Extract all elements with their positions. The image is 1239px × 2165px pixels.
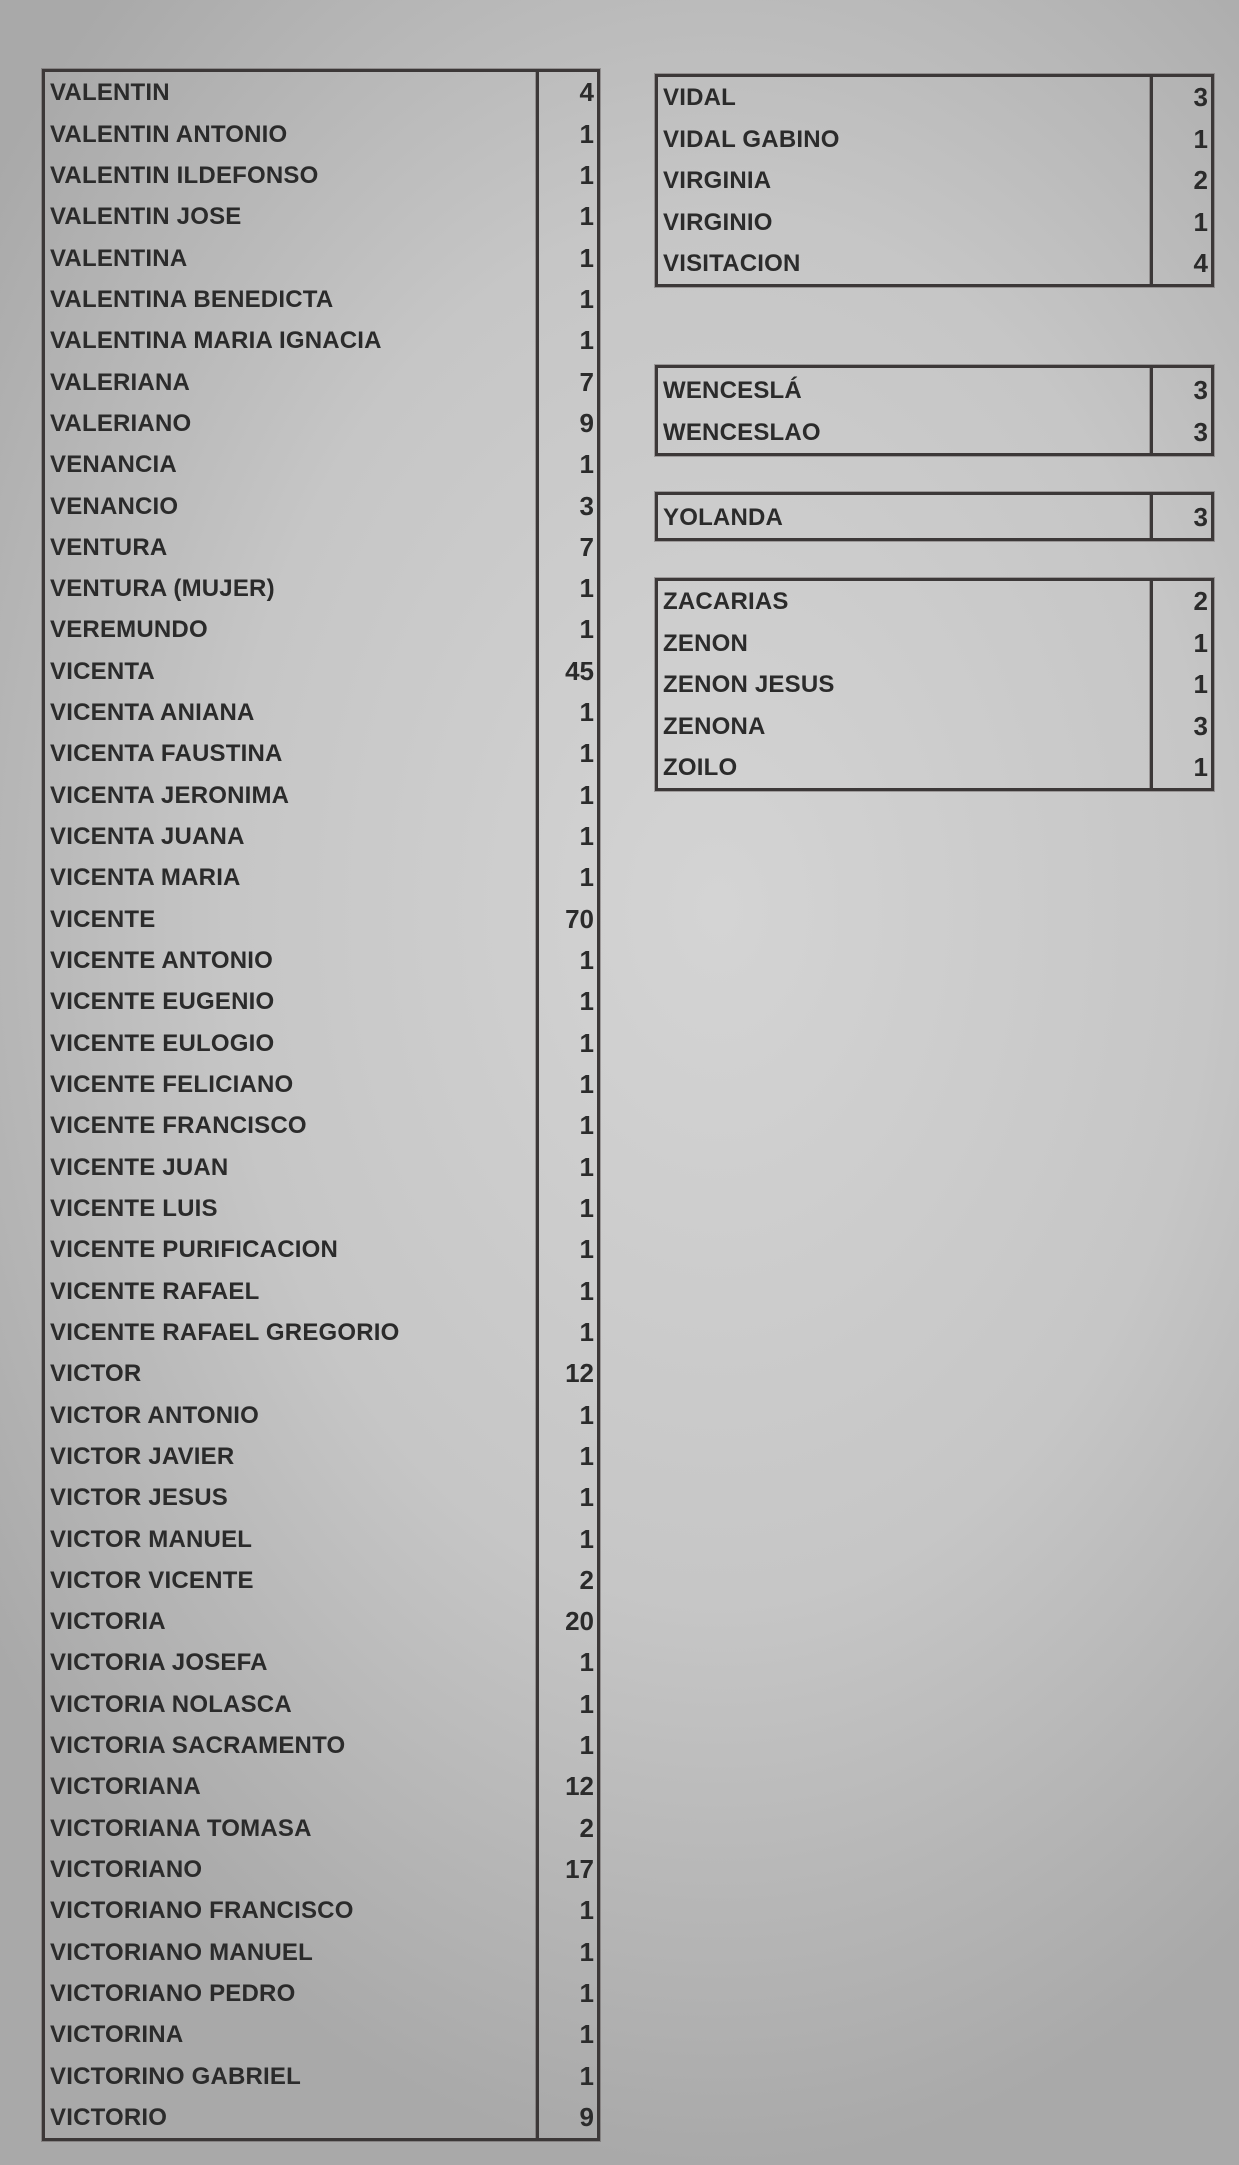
name-cell: VICTOR JESUS <box>50 1484 229 1512</box>
count-cell: 1 <box>1193 206 1208 237</box>
table-row <box>45 1560 597 1601</box>
name-cell: VIDAL <box>663 84 736 112</box>
count-cell: 1 <box>579 2060 594 2091</box>
table-row <box>658 705 1211 746</box>
name-cell: VALENTINA <box>50 244 188 272</box>
name-cell: VIDAL GABINO <box>663 125 840 153</box>
name-cell: VICTORIANA TOMASA <box>50 1814 312 1842</box>
name-cell: VICENTE FELICIANO <box>50 1070 294 1098</box>
count-cell: 1 <box>1193 627 1208 658</box>
name-cell: VICTORIANO PEDRO <box>50 1980 296 2008</box>
name-cell: VICENTE RAFAEL <box>50 1277 260 1305</box>
count-cell: 1 <box>579 1151 594 1182</box>
name-cell: YOLANDA <box>663 504 784 531</box>
name-cell: VEREMUNDO <box>50 616 208 644</box>
name-cell: VICTORIA SACRAMENTO <box>50 1732 346 1760</box>
count-cell: 1 <box>579 201 594 232</box>
table-row <box>45 1683 597 1724</box>
table-row <box>45 1477 597 1518</box>
count-cell: 70 <box>565 903 594 934</box>
table-row <box>45 1436 597 1477</box>
count-cell: 1 <box>579 1027 594 1058</box>
name-cell: VICTORIANO <box>50 1856 203 1884</box>
table-row <box>658 201 1211 242</box>
table-row <box>45 692 597 733</box>
table-row <box>45 196 597 237</box>
table-row <box>45 1973 597 2014</box>
table-row <box>658 411 1211 454</box>
name-cell: WENCESLÁ <box>663 376 802 404</box>
count-cell: 9 <box>579 407 594 438</box>
table-row <box>658 243 1211 284</box>
table-row <box>45 650 597 691</box>
table-row <box>45 1725 597 1766</box>
name-cell: VICENTE EULOGIO <box>50 1029 275 1057</box>
count-cell: 1 <box>1193 669 1208 700</box>
table-row <box>45 609 597 650</box>
table-row <box>45 1807 597 1848</box>
name-cell: VENANCIA <box>50 451 177 479</box>
count-cell: 1 <box>579 614 594 645</box>
count-cell: 1 <box>579 1110 594 1141</box>
count-cell: 1 <box>579 325 594 356</box>
name-cell: VICTOR ANTONIO <box>50 1401 260 1429</box>
name-cell: VICENTE <box>50 905 156 933</box>
name-cell: WENCESLAO <box>663 419 821 446</box>
count-cell: 1 <box>579 1647 594 1678</box>
name-cell: VICENTE ANTONIO <box>50 947 274 975</box>
name-cell: VALENTINA MARIA IGNACIA <box>50 327 382 355</box>
name-cell: VICTOR MANUEL <box>50 1525 253 1553</box>
table-row <box>45 1849 597 1890</box>
table-row <box>45 1022 597 1063</box>
table-row <box>45 2055 597 2096</box>
count-cell: 1 <box>579 1895 594 1926</box>
name-cell: VICTORIA NOLASCA <box>50 1690 292 1718</box>
table-row <box>45 527 597 568</box>
name-cell: VICENTA MARIA <box>50 864 241 892</box>
count-cell: 1 <box>579 1234 594 1265</box>
name-cell: VALENTIN ILDEFONSO <box>50 161 319 189</box>
name-cell: VICENTA <box>50 657 155 685</box>
count-cell: 20 <box>565 1606 594 1637</box>
table-row <box>658 664 1211 705</box>
name-cell: VICTORIA <box>50 1608 166 1636</box>
table-row <box>45 1518 597 1559</box>
count-cell: 4 <box>1193 247 1208 278</box>
name-cell: VICENTE EUGENIO <box>50 988 275 1016</box>
name-cell: VICENTE PURIFICACION <box>50 1236 339 1264</box>
count-cell: 1 <box>579 159 594 190</box>
table-row <box>45 2097 597 2138</box>
count-cell: 1 <box>579 1688 594 1719</box>
name-cell: VENTURA (MUJER) <box>50 575 275 603</box>
count-cell: 1 <box>579 449 594 480</box>
table-row <box>658 160 1211 201</box>
count-cell: 4 <box>579 77 594 108</box>
table-row <box>45 898 597 939</box>
name-cell: VICTORIA JOSEFA <box>50 1649 268 1677</box>
table-row <box>45 279 597 320</box>
table-row <box>45 940 597 981</box>
count-cell: 1 <box>579 779 594 810</box>
table-row <box>45 361 597 402</box>
name-cell: ZENON JESUS <box>663 671 835 699</box>
table-row <box>45 1146 597 1187</box>
table-row <box>658 747 1211 788</box>
table-row <box>45 1601 597 1642</box>
table-row <box>45 320 597 361</box>
count-cell: 1 <box>579 945 594 976</box>
name-cell: VICTORINA <box>50 2021 184 2049</box>
count-cell: 7 <box>579 366 594 397</box>
name-cell: VICENTE RAFAEL GREGORIO <box>50 1318 400 1346</box>
table-row <box>45 1394 597 1435</box>
count-cell: 3 <box>579 490 594 521</box>
name-cell: ZENON <box>663 629 748 657</box>
count-cell: 3 <box>1193 502 1208 532</box>
name-cell: VIRGINIO <box>663 208 773 236</box>
name-cell: VALENTIN <box>50 79 170 107</box>
count-cell: 3 <box>1193 374 1208 405</box>
name-cell: VICTORIO <box>50 2103 168 2131</box>
table-row <box>45 857 597 898</box>
count-cell: 12 <box>565 1358 594 1389</box>
name-cell: VICENTA JERONIMA <box>50 781 290 809</box>
count-cell: 1 <box>579 986 594 1017</box>
name-cell: VENTURA <box>50 533 168 561</box>
name-cell: VICTORIANA <box>50 1773 201 1801</box>
table-row <box>45 1766 597 1807</box>
count-cell: 1 <box>1193 751 1208 782</box>
name-cell: VENANCIO <box>50 492 179 520</box>
name-cell: VALENTIN ANTONIO <box>50 120 288 148</box>
count-cell: 1 <box>579 1399 594 1430</box>
count-cell: 1 <box>579 2019 594 2050</box>
count-cell: 1 <box>579 1730 594 1761</box>
name-cell: VICTOR <box>50 1360 142 1388</box>
table-row <box>45 733 597 774</box>
name-cell: ZENONA <box>663 712 766 740</box>
count-cell: 2 <box>579 1812 594 1843</box>
table-row <box>45 444 597 485</box>
table-row <box>658 118 1211 159</box>
table-row <box>45 1229 597 1270</box>
count-cell: 1 <box>1193 123 1208 154</box>
count-cell: 3 <box>1193 82 1208 113</box>
names-table-y <box>655 492 1214 541</box>
name-cell: ZOILO <box>663 753 738 781</box>
count-cell: 1 <box>579 821 594 852</box>
table-row <box>45 1188 597 1229</box>
count-cell: 2 <box>1193 165 1208 196</box>
table-row <box>658 495 1211 538</box>
name-cell: VALERIANA <box>50 368 191 396</box>
table-row <box>45 1105 597 1146</box>
table-row <box>45 1064 597 1105</box>
name-cell: VALENTIN JOSE <box>50 203 242 231</box>
names-table-v <box>42 69 600 2141</box>
name-cell: ZACARIAS <box>663 588 789 616</box>
table-row <box>658 77 1211 118</box>
name-cell: VICTORINO GABRIEL <box>50 2062 301 2090</box>
table-row <box>45 1270 597 1311</box>
count-cell: 1 <box>579 1978 594 2009</box>
table-row <box>45 774 597 815</box>
table-row <box>45 568 597 609</box>
table-row <box>45 2014 597 2055</box>
table-row <box>658 581 1211 622</box>
table-row <box>45 485 597 526</box>
name-cell: VICTORIANO MANUEL <box>50 1938 313 1966</box>
count-cell: 1 <box>579 283 594 314</box>
names-table-w <box>655 365 1214 456</box>
table-row <box>45 1890 597 1931</box>
count-cell: 1 <box>579 738 594 769</box>
table-row <box>658 622 1211 663</box>
name-cell: VICENTA FAUSTINA <box>50 740 283 768</box>
count-cell: 1 <box>579 1482 594 1513</box>
count-cell: 1 <box>579 118 594 149</box>
count-cell: 3 <box>1193 710 1208 741</box>
count-cell: 1 <box>579 573 594 604</box>
count-cell: 3 <box>1193 417 1208 447</box>
count-cell: 9 <box>579 2101 594 2132</box>
count-cell: 1 <box>579 1192 594 1223</box>
count-cell: 2 <box>1193 586 1208 617</box>
table-row <box>45 981 597 1022</box>
table-row <box>45 72 597 113</box>
name-cell: VICTOR JAVIER <box>50 1442 235 1470</box>
name-cell: VICTORIANO FRANCISCO <box>50 1897 354 1925</box>
table-row <box>45 816 597 857</box>
table-row <box>45 155 597 196</box>
name-cell: VISITACION <box>663 249 801 277</box>
table-row <box>45 1642 597 1683</box>
count-cell: 7 <box>579 531 594 562</box>
name-cell: VICENTE JUAN <box>50 1153 229 1181</box>
name-cell: VICTOR VICENTE <box>50 1566 254 1594</box>
name-cell: VICENTE LUIS <box>50 1194 218 1222</box>
name-cell: VIRGINIA <box>663 167 772 195</box>
name-cell: VICENTA ANIANA <box>50 699 255 727</box>
count-cell: 45 <box>565 655 594 686</box>
name-cell: VALENTINA BENEDICTA <box>50 285 334 313</box>
count-cell: 1 <box>579 697 594 728</box>
count-cell: 1 <box>579 862 594 893</box>
name-cell: VALERIANO <box>50 409 192 437</box>
count-cell: 1 <box>579 1936 594 1967</box>
table-row <box>658 368 1211 411</box>
count-cell: 12 <box>565 1771 594 1802</box>
table-row <box>45 237 597 278</box>
table-row <box>45 1931 597 1972</box>
table-row <box>45 403 597 444</box>
table-row <box>45 1312 597 1353</box>
count-cell: 1 <box>579 1316 594 1347</box>
count-cell: 1 <box>579 1523 594 1554</box>
table-row <box>45 113 597 154</box>
count-cell: 2 <box>579 1564 594 1595</box>
count-cell: 1 <box>579 1440 594 1471</box>
table-row <box>45 1353 597 1394</box>
names-table-z <box>655 578 1214 791</box>
count-cell: 1 <box>579 1275 594 1306</box>
count-cell: 17 <box>565 1854 594 1885</box>
name-cell: VICENTE FRANCISCO <box>50 1112 307 1140</box>
name-cell: VICENTA JUANA <box>50 823 245 851</box>
names-table-vi <box>655 74 1214 287</box>
count-cell: 1 <box>579 242 594 273</box>
count-cell: 1 <box>579 1068 594 1099</box>
